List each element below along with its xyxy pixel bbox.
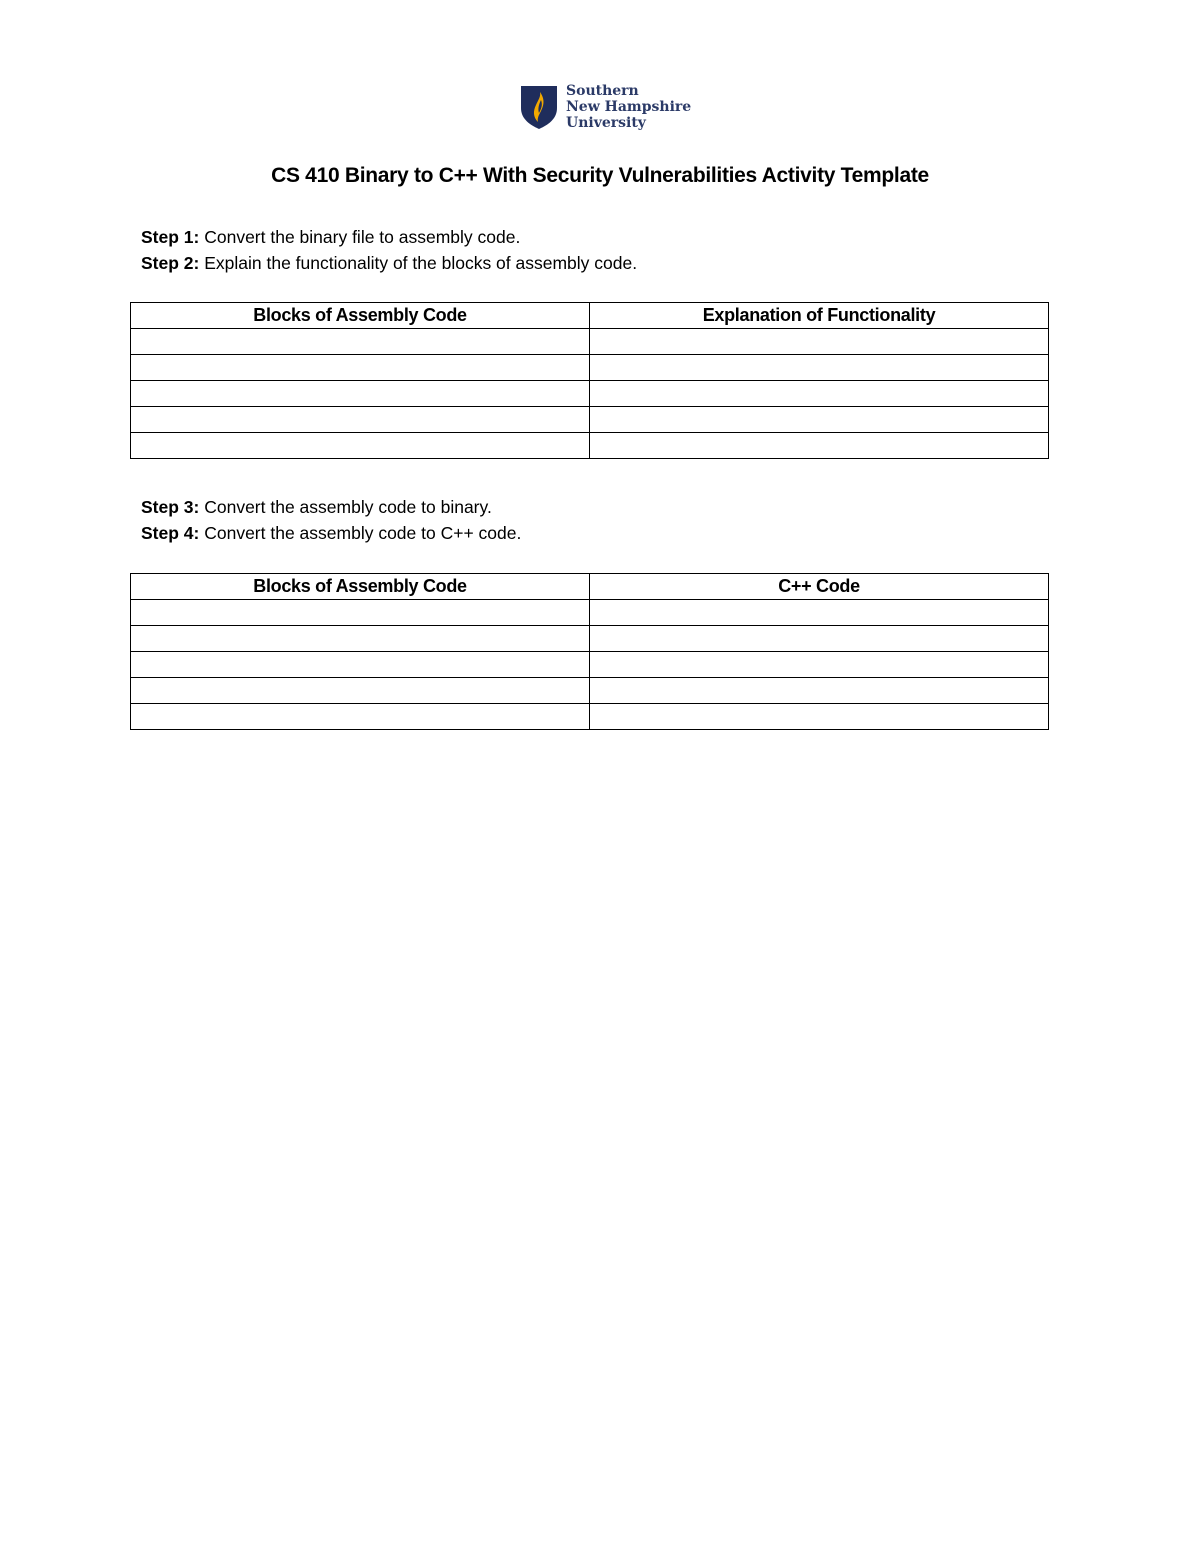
table-row bbox=[131, 433, 1049, 459]
logo-line: New Hampshire bbox=[566, 99, 692, 115]
table-cell[interactable] bbox=[590, 381, 1049, 407]
table-cell[interactable] bbox=[590, 626, 1049, 652]
table-cell[interactable] bbox=[590, 652, 1049, 678]
step-1 bbox=[141, 224, 637, 250]
table-header-row bbox=[131, 303, 1049, 329]
step-text: Explain the functionality of the blocks of assembly code. bbox=[199, 253, 638, 273]
table-cell[interactable] bbox=[131, 433, 590, 459]
table-cell[interactable] bbox=[131, 704, 590, 730]
step-4 bbox=[141, 520, 521, 546]
table-row bbox=[131, 329, 1049, 355]
table-row bbox=[131, 626, 1049, 652]
table-cell[interactable] bbox=[131, 652, 590, 678]
column-header-assembly: Blocks of Assembly Code bbox=[131, 303, 590, 329]
table-cell[interactable] bbox=[131, 355, 590, 381]
table-row bbox=[131, 355, 1049, 381]
university-logo bbox=[519, 83, 692, 133]
table-row bbox=[131, 407, 1049, 433]
logo-line: University bbox=[566, 115, 646, 131]
step-text: Convert the assembly code to binary. bbox=[199, 497, 492, 517]
table-row bbox=[131, 704, 1049, 730]
table-cell[interactable] bbox=[131, 626, 590, 652]
step-text: Convert the binary file to assembly code. bbox=[199, 227, 521, 247]
table-cell[interactable] bbox=[590, 355, 1049, 381]
table-cell[interactable] bbox=[590, 329, 1049, 355]
column-header-assembly: Blocks of Assembly Code bbox=[131, 574, 590, 600]
table-cell[interactable] bbox=[590, 704, 1049, 730]
table-row bbox=[131, 381, 1049, 407]
column-header-cpp: C++ Code bbox=[590, 574, 1049, 600]
table-row bbox=[131, 652, 1049, 678]
step-text: Convert the assembly code to C++ code. bbox=[199, 523, 522, 543]
shield-flame-icon bbox=[519, 84, 559, 130]
assembly-explanation-table bbox=[130, 302, 1049, 459]
logo-wordmark bbox=[566, 83, 691, 131]
table-header-row bbox=[131, 574, 1049, 600]
table-cell[interactable] bbox=[131, 381, 590, 407]
step-3 bbox=[141, 494, 521, 520]
step-label: Step 2: bbox=[141, 253, 200, 273]
table-cell[interactable] bbox=[590, 433, 1049, 459]
logo-line: Southern bbox=[566, 83, 639, 99]
step-label: Step 3: bbox=[141, 497, 200, 517]
steps-section-2 bbox=[141, 494, 521, 546]
table-row bbox=[131, 678, 1049, 704]
column-header-explanation: Explanation of Functionality bbox=[590, 303, 1049, 329]
page-title: CS 410 Binary to C++ With Security Vulnerabilities Activity Template bbox=[271, 164, 929, 187]
table-cell[interactable] bbox=[590, 600, 1049, 626]
steps-section-1 bbox=[141, 224, 637, 276]
step-2 bbox=[141, 250, 637, 276]
table-row bbox=[131, 600, 1049, 626]
table-cell[interactable] bbox=[590, 407, 1049, 433]
step-label: Step 1: bbox=[141, 227, 200, 247]
assembly-cpp-table bbox=[130, 573, 1049, 730]
table-cell[interactable] bbox=[590, 678, 1049, 704]
table-cell[interactable] bbox=[131, 407, 590, 433]
table-cell[interactable] bbox=[131, 678, 590, 704]
table-cell[interactable] bbox=[131, 329, 590, 355]
step-label: Step 4: bbox=[141, 523, 200, 543]
table-cell[interactable] bbox=[131, 600, 590, 626]
